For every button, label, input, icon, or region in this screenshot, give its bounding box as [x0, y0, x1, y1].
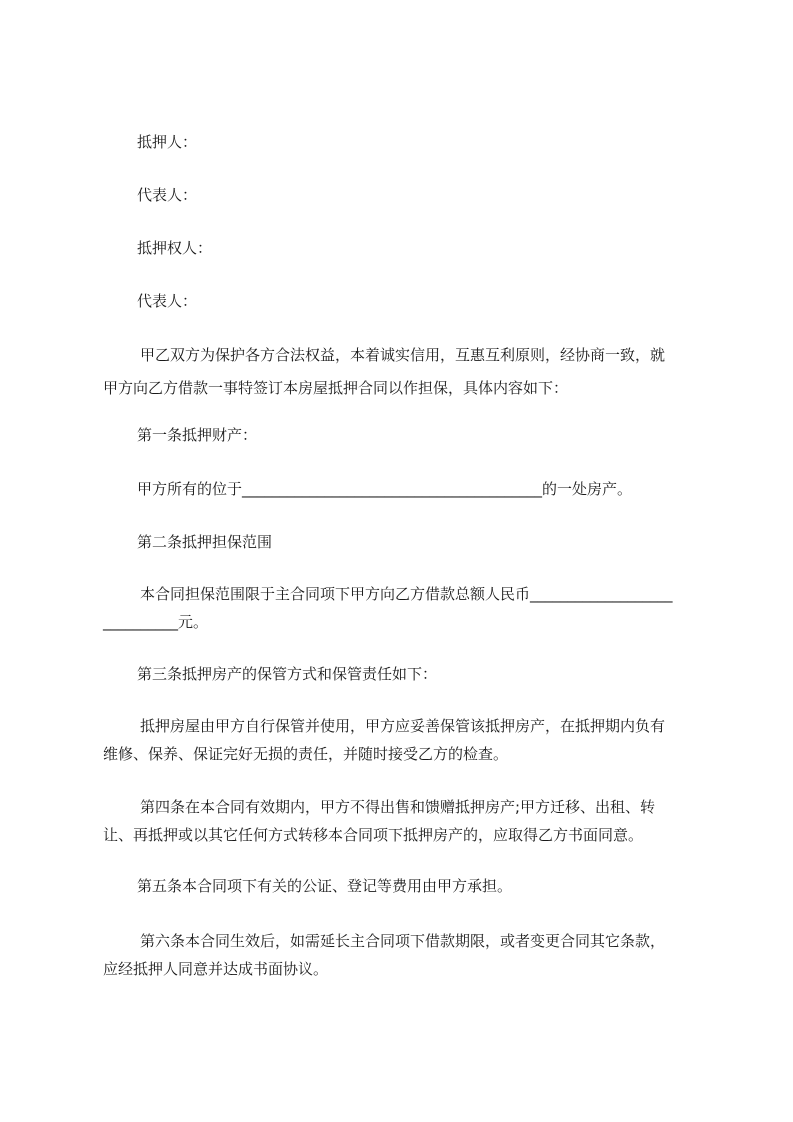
article-4-line-1: 第四条在本合同有效期内，甲方不得出售和馈赠抵押房产;甲方迁移、出租、转	[140, 798, 656, 816]
preamble-line-2: 甲方向乙方借款一事特签订本房屋抵押合同以作担保，具体内容如下：	[103, 379, 569, 397]
mortgagee-representative-label: 代表人：	[137, 292, 198, 310]
mortgagor-representative-label: 代表人：	[137, 186, 198, 204]
preamble-line-1: 甲乙双方为保护各方合法权益，本着诚实信用，互惠互利原则，经协商一致，就	[140, 346, 666, 364]
article-3-title: 第三条抵押房产的保管方式和保管责任如下：	[137, 665, 438, 683]
article-1-body: 甲方所有的位于________________________________________的一处房产。	[137, 480, 633, 498]
article-4-line-2: 让、再抵押或以其它任何方式转移本合同项下抵押房产的，应取得乙方书面同意。	[103, 826, 644, 844]
article-3-line-1: 抵押房屋由甲方自行保管并使用，甲方应妥善保管该抵押房产，在抵押期内负有	[140, 717, 666, 735]
article-6-line-1: 第六条本合同生效后，如需延长主合同项下借款期限，或者变更合同其它条款，	[140, 932, 666, 950]
mortgagor-label: 抵押人：	[137, 133, 198, 151]
article-3-line-2: 维修、保养、保证完好无损的责任，并随时接受乙方的检查。	[103, 745, 509, 763]
article-2-title: 第二条抵押担保范围	[137, 533, 273, 551]
article-5-line-1: 第五条本合同项下有关的公证、登记等费用由甲方承担。	[137, 877, 513, 895]
mortgagee-label: 抵押权人：	[137, 239, 213, 257]
article-2-line-2: __________元。	[103, 613, 209, 631]
article-1-title: 第一条抵押财产：	[137, 426, 258, 444]
article-2-line-1: 本合同担保范围限于主合同项下甲方向乙方借款总额人民币___________________	[140, 585, 673, 603]
article-6-line-2: 应经抵押人同意并达成书面协议。	[103, 960, 329, 978]
